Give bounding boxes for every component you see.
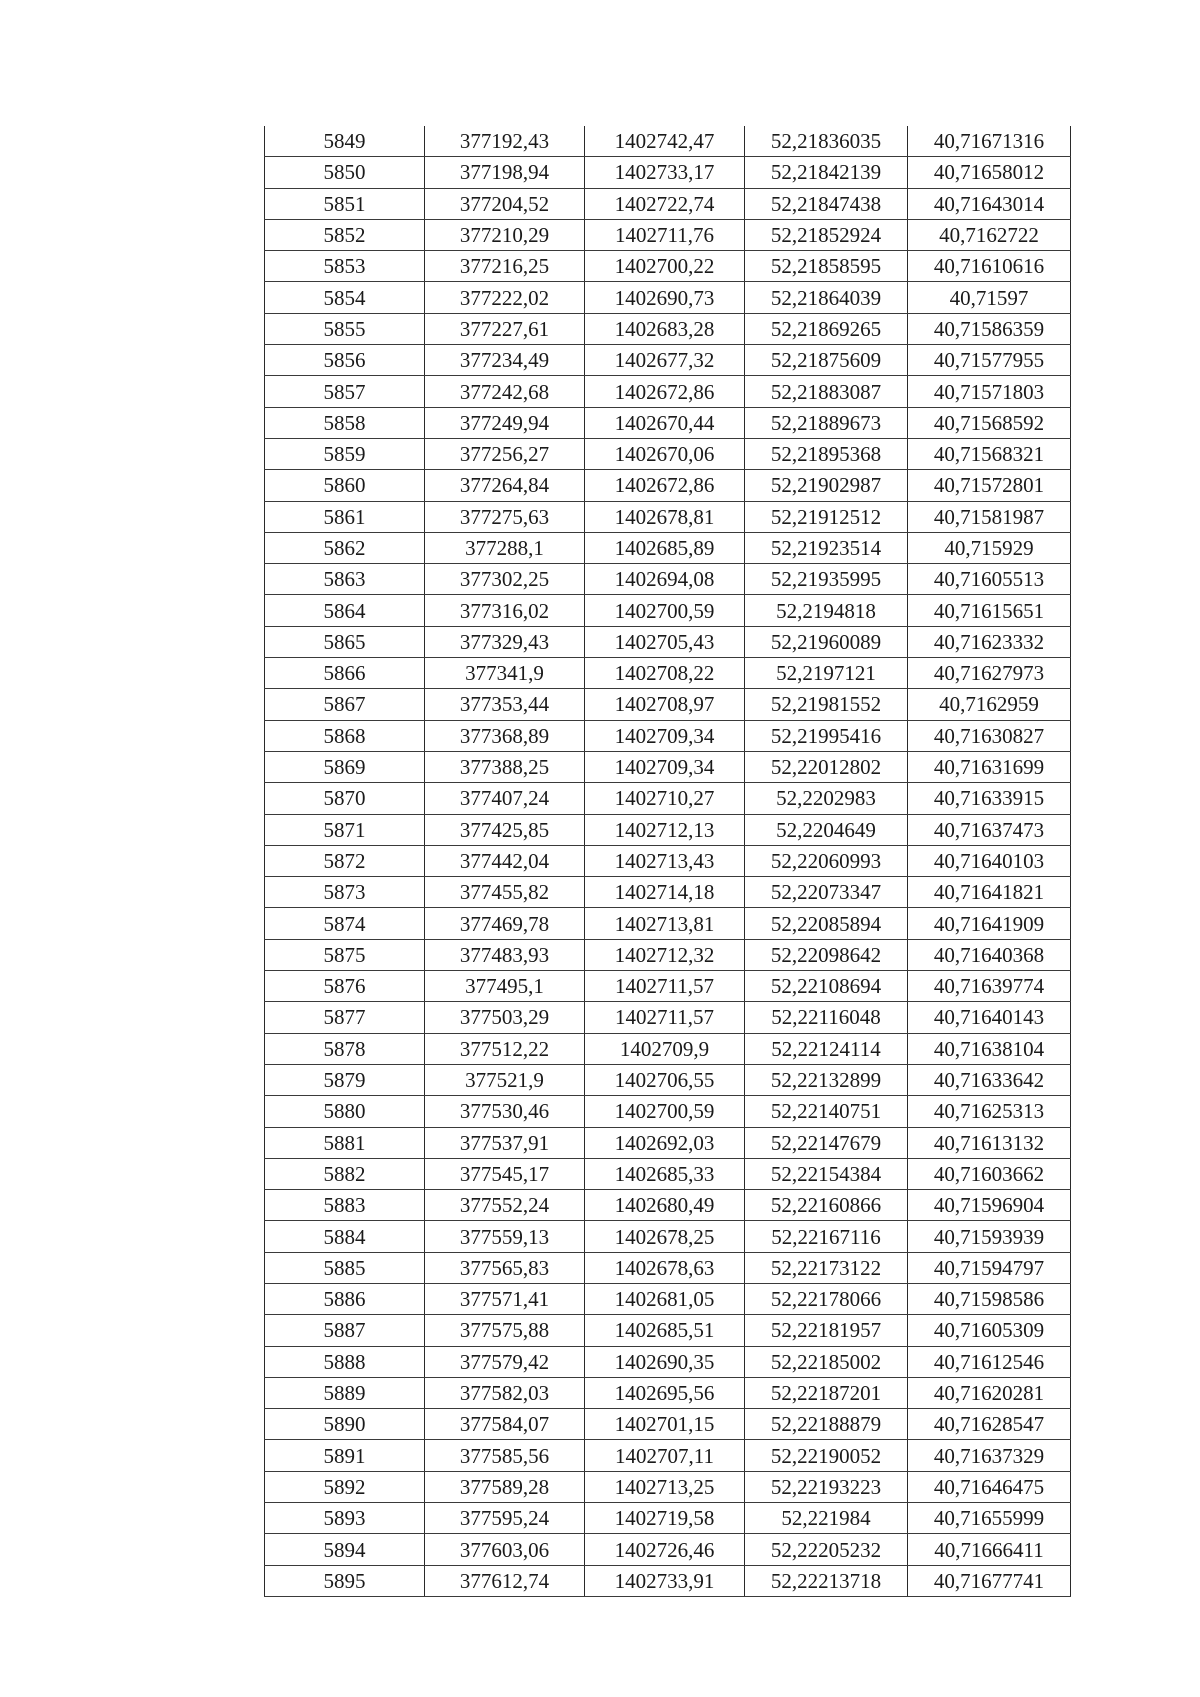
point-number-cell: 5860	[265, 470, 425, 501]
longitude-cell: 40,715929	[908, 532, 1071, 563]
y-coordinate-cell: 1402690,73	[585, 282, 745, 313]
table-row	[265, 1127, 1071, 1158]
longitude-cell: 40,71577955	[908, 345, 1071, 376]
latitude-cell: 52,21869265	[745, 313, 908, 344]
longitude-cell: 40,71638104	[908, 1033, 1071, 1064]
point-number-cell: 5889	[265, 1377, 425, 1408]
point-number-cell: 5886	[265, 1283, 425, 1314]
latitude-cell: 52,21875609	[745, 345, 908, 376]
longitude-cell: 40,71597	[908, 282, 1071, 313]
x-coordinate-cell: 377559,13	[425, 1221, 585, 1252]
x-coordinate-cell: 377442,04	[425, 845, 585, 876]
point-number-cell: 5855	[265, 313, 425, 344]
point-number-cell: 5871	[265, 814, 425, 845]
table-row	[265, 1033, 1071, 1064]
x-coordinate-cell: 377234,49	[425, 345, 585, 376]
table-row	[265, 564, 1071, 595]
latitude-cell: 52,21842139	[745, 157, 908, 188]
x-coordinate-cell: 377368,89	[425, 720, 585, 751]
point-number-cell: 5880	[265, 1096, 425, 1127]
y-coordinate-cell: 1402694,08	[585, 564, 745, 595]
latitude-cell: 52,22188879	[745, 1409, 908, 1440]
latitude-cell: 52,21912512	[745, 501, 908, 532]
point-number-cell: 5878	[265, 1033, 425, 1064]
latitude-cell: 52,22167116	[745, 1221, 908, 1252]
table-row	[265, 438, 1071, 469]
y-coordinate-cell: 1402680,49	[585, 1190, 745, 1221]
latitude-cell: 52,21883087	[745, 376, 908, 407]
latitude-cell: 52,22140751	[745, 1096, 908, 1127]
longitude-cell: 40,71615651	[908, 595, 1071, 626]
point-number-cell: 5858	[265, 407, 425, 438]
x-coordinate-cell: 377565,83	[425, 1252, 585, 1283]
longitude-cell: 40,71571803	[908, 376, 1071, 407]
latitude-cell: 52,22108694	[745, 971, 908, 1002]
x-coordinate-cell: 377302,25	[425, 564, 585, 595]
point-number-cell: 5866	[265, 658, 425, 689]
table-row	[265, 1252, 1071, 1283]
table-row	[265, 1221, 1071, 1252]
y-coordinate-cell: 1402742,47	[585, 126, 745, 157]
y-coordinate-cell: 1402711,57	[585, 971, 745, 1002]
point-number-cell: 5885	[265, 1252, 425, 1283]
y-coordinate-cell: 1402678,63	[585, 1252, 745, 1283]
table-row	[265, 783, 1071, 814]
x-coordinate-cell: 377388,25	[425, 751, 585, 782]
point-number-cell: 5868	[265, 720, 425, 751]
longitude-cell: 40,71610616	[908, 251, 1071, 282]
y-coordinate-cell: 1402678,25	[585, 1221, 745, 1252]
point-number-cell: 5872	[265, 845, 425, 876]
x-coordinate-cell: 377425,85	[425, 814, 585, 845]
longitude-cell: 40,71658012	[908, 157, 1071, 188]
point-number-cell: 5859	[265, 438, 425, 469]
longitude-cell: 40,71623332	[908, 626, 1071, 657]
latitude-cell: 52,2197121	[745, 658, 908, 689]
longitude-cell: 40,71568592	[908, 407, 1071, 438]
x-coordinate-cell: 377595,24	[425, 1503, 585, 1534]
longitude-cell: 40,71596904	[908, 1190, 1071, 1221]
y-coordinate-cell: 1402700,22	[585, 251, 745, 282]
table-row	[265, 345, 1071, 376]
longitude-cell: 40,71631699	[908, 751, 1071, 782]
point-number-cell: 5856	[265, 345, 425, 376]
longitude-cell: 40,71630827	[908, 720, 1071, 751]
x-coordinate-cell: 377537,91	[425, 1127, 585, 1158]
x-coordinate-cell: 377582,03	[425, 1377, 585, 1408]
latitude-cell: 52,22187201	[745, 1377, 908, 1408]
x-coordinate-cell: 377584,07	[425, 1409, 585, 1440]
longitude-cell: 40,71572801	[908, 470, 1071, 501]
longitude-cell: 40,71666411	[908, 1534, 1071, 1565]
table-row	[265, 720, 1071, 751]
latitude-cell: 52,22193223	[745, 1471, 908, 1502]
table-row	[265, 501, 1071, 532]
x-coordinate-cell: 377521,9	[425, 1064, 585, 1095]
x-coordinate-cell: 377503,29	[425, 1002, 585, 1033]
longitude-cell: 40,71633642	[908, 1064, 1071, 1095]
latitude-cell: 52,21847438	[745, 188, 908, 219]
longitude-cell: 40,71612546	[908, 1346, 1071, 1377]
y-coordinate-cell: 1402672,86	[585, 376, 745, 407]
x-coordinate-cell: 377264,84	[425, 470, 585, 501]
point-number-cell: 5863	[265, 564, 425, 595]
latitude-cell: 52,21960089	[745, 626, 908, 657]
table-row	[265, 877, 1071, 908]
table-row	[265, 1002, 1071, 1033]
table-row	[265, 971, 1071, 1002]
point-number-cell: 5853	[265, 251, 425, 282]
longitude-cell: 40,71605513	[908, 564, 1071, 595]
point-number-cell: 5876	[265, 971, 425, 1002]
y-coordinate-cell: 1402706,55	[585, 1064, 745, 1095]
y-coordinate-cell: 1402719,58	[585, 1503, 745, 1534]
x-coordinate-cell: 377256,27	[425, 438, 585, 469]
y-coordinate-cell: 1402733,91	[585, 1565, 745, 1596]
table-row	[265, 1377, 1071, 1408]
table-row	[265, 188, 1071, 219]
latitude-cell: 52,22190052	[745, 1440, 908, 1471]
y-coordinate-cell: 1402712,13	[585, 814, 745, 845]
latitude-cell: 52,22098642	[745, 939, 908, 970]
latitude-cell: 52,22073347	[745, 877, 908, 908]
longitude-cell: 40,71625313	[908, 1096, 1071, 1127]
table-row	[265, 939, 1071, 970]
table-row	[265, 157, 1071, 188]
table-row	[265, 1190, 1071, 1221]
point-number-cell: 5854	[265, 282, 425, 313]
point-number-cell: 5865	[265, 626, 425, 657]
point-number-cell: 5862	[265, 532, 425, 563]
y-coordinate-cell: 1402685,89	[585, 532, 745, 563]
longitude-cell: 40,71628547	[908, 1409, 1071, 1440]
x-coordinate-cell: 377589,28	[425, 1471, 585, 1502]
point-number-cell: 5887	[265, 1315, 425, 1346]
table-row	[265, 126, 1071, 157]
x-coordinate-cell: 377575,88	[425, 1315, 585, 1346]
point-number-cell: 5888	[265, 1346, 425, 1377]
latitude-cell: 52,21995416	[745, 720, 908, 751]
y-coordinate-cell: 1402670,44	[585, 407, 745, 438]
longitude-cell: 40,71643014	[908, 188, 1071, 219]
longitude-cell: 40,71581987	[908, 501, 1071, 532]
latitude-cell: 52,22185002	[745, 1346, 908, 1377]
y-coordinate-cell: 1402709,9	[585, 1033, 745, 1064]
y-coordinate-cell: 1402711,76	[585, 219, 745, 250]
latitude-cell: 52,22085894	[745, 908, 908, 939]
y-coordinate-cell: 1402709,34	[585, 751, 745, 782]
latitude-cell: 52,22060993	[745, 845, 908, 876]
x-coordinate-cell: 377455,82	[425, 877, 585, 908]
point-number-cell: 5852	[265, 219, 425, 250]
latitude-cell: 52,2194818	[745, 595, 908, 626]
latitude-cell: 52,22160866	[745, 1190, 908, 1221]
point-number-cell: 5891	[265, 1440, 425, 1471]
table-row	[265, 1409, 1071, 1440]
longitude-cell: 40,71637329	[908, 1440, 1071, 1471]
table-row	[265, 595, 1071, 626]
y-coordinate-cell: 1402713,25	[585, 1471, 745, 1502]
table-row	[265, 626, 1071, 657]
latitude-cell: 52,21923514	[745, 532, 908, 563]
table-row	[265, 1158, 1071, 1189]
point-number-cell: 5851	[265, 188, 425, 219]
y-coordinate-cell: 1402726,46	[585, 1534, 745, 1565]
latitude-cell: 52,21935995	[745, 564, 908, 595]
point-number-cell: 5857	[265, 376, 425, 407]
y-coordinate-cell: 1402690,35	[585, 1346, 745, 1377]
y-coordinate-cell: 1402712,32	[585, 939, 745, 970]
point-number-cell: 5864	[265, 595, 425, 626]
y-coordinate-cell: 1402685,51	[585, 1315, 745, 1346]
y-coordinate-cell: 1402692,03	[585, 1127, 745, 1158]
table-row	[265, 1440, 1071, 1471]
y-coordinate-cell: 1402708,22	[585, 658, 745, 689]
table-row	[265, 282, 1071, 313]
table-row	[265, 689, 1071, 720]
longitude-cell: 40,7162959	[908, 689, 1071, 720]
x-coordinate-cell: 377495,1	[425, 971, 585, 1002]
x-coordinate-cell: 377552,24	[425, 1190, 585, 1221]
point-number-cell: 5883	[265, 1190, 425, 1221]
point-number-cell: 5869	[265, 751, 425, 782]
x-coordinate-cell: 377249,94	[425, 407, 585, 438]
longitude-cell: 40,71586359	[908, 313, 1071, 344]
table-row	[265, 751, 1071, 782]
y-coordinate-cell: 1402700,59	[585, 1096, 745, 1127]
longitude-cell: 40,71627973	[908, 658, 1071, 689]
latitude-cell: 52,22173122	[745, 1252, 908, 1283]
latitude-cell: 52,21895368	[745, 438, 908, 469]
x-coordinate-cell: 377242,68	[425, 376, 585, 407]
y-coordinate-cell: 1402701,15	[585, 1409, 745, 1440]
table-row	[265, 845, 1071, 876]
x-coordinate-cell: 377341,9	[425, 658, 585, 689]
x-coordinate-cell: 377545,17	[425, 1158, 585, 1189]
y-coordinate-cell: 1402683,28	[585, 313, 745, 344]
latitude-cell: 52,21902987	[745, 470, 908, 501]
latitude-cell: 52,22154384	[745, 1158, 908, 1189]
table-row	[265, 1283, 1071, 1314]
table-row	[265, 1534, 1071, 1565]
x-coordinate-cell: 377579,42	[425, 1346, 585, 1377]
x-coordinate-cell: 377210,29	[425, 219, 585, 250]
point-number-cell: 5890	[265, 1409, 425, 1440]
x-coordinate-cell: 377227,61	[425, 313, 585, 344]
latitude-cell: 52,22178066	[745, 1283, 908, 1314]
x-coordinate-cell: 377469,78	[425, 908, 585, 939]
latitude-cell: 52,2202983	[745, 783, 908, 814]
longitude-cell: 40,71633915	[908, 783, 1071, 814]
table-row	[265, 1064, 1071, 1095]
point-number-cell: 5893	[265, 1503, 425, 1534]
longitude-cell: 40,71637473	[908, 814, 1071, 845]
x-coordinate-cell: 377222,02	[425, 282, 585, 313]
y-coordinate-cell: 1402711,57	[585, 1002, 745, 1033]
longitude-cell: 40,71620281	[908, 1377, 1071, 1408]
longitude-cell: 40,71639774	[908, 971, 1071, 1002]
x-coordinate-cell: 377198,94	[425, 157, 585, 188]
table-row	[265, 814, 1071, 845]
table-row	[265, 470, 1071, 501]
x-coordinate-cell: 377571,41	[425, 1283, 585, 1314]
table-row	[265, 251, 1071, 282]
longitude-cell: 40,71655999	[908, 1503, 1071, 1534]
table-row	[265, 219, 1071, 250]
point-number-cell: 5873	[265, 877, 425, 908]
x-coordinate-cell: 377316,02	[425, 595, 585, 626]
latitude-cell: 52,22147679	[745, 1127, 908, 1158]
coordinates-table	[264, 126, 1071, 1597]
table-row	[265, 1565, 1071, 1596]
longitude-cell: 40,71605309	[908, 1315, 1071, 1346]
y-coordinate-cell: 1402710,27	[585, 783, 745, 814]
x-coordinate-cell: 377512,22	[425, 1033, 585, 1064]
x-coordinate-cell: 377216,25	[425, 251, 585, 282]
y-coordinate-cell: 1402714,18	[585, 877, 745, 908]
longitude-cell: 40,71641909	[908, 908, 1071, 939]
latitude-cell: 52,22213718	[745, 1565, 908, 1596]
y-coordinate-cell: 1402707,11	[585, 1440, 745, 1471]
longitude-cell: 40,71568321	[908, 438, 1071, 469]
longitude-cell: 40,71593939	[908, 1221, 1071, 1252]
x-coordinate-cell: 377612,74	[425, 1565, 585, 1596]
latitude-cell: 52,21858595	[745, 251, 908, 282]
table-row	[265, 376, 1071, 407]
latitude-cell: 52,21852924	[745, 219, 908, 250]
point-number-cell: 5877	[265, 1002, 425, 1033]
point-number-cell: 5882	[265, 1158, 425, 1189]
point-number-cell: 5861	[265, 501, 425, 532]
longitude-cell: 40,71613132	[908, 1127, 1071, 1158]
table-row	[265, 1096, 1071, 1127]
x-coordinate-cell: 377275,63	[425, 501, 585, 532]
point-number-cell: 5884	[265, 1221, 425, 1252]
table-row	[265, 532, 1071, 563]
y-coordinate-cell: 1402722,74	[585, 188, 745, 219]
table-row	[265, 1503, 1071, 1534]
latitude-cell: 52,21889673	[745, 407, 908, 438]
y-coordinate-cell: 1402685,33	[585, 1158, 745, 1189]
point-number-cell: 5874	[265, 908, 425, 939]
y-coordinate-cell: 1402733,17	[585, 157, 745, 188]
point-number-cell: 5895	[265, 1565, 425, 1596]
latitude-cell: 52,22012802	[745, 751, 908, 782]
y-coordinate-cell: 1402713,43	[585, 845, 745, 876]
x-coordinate-cell: 377288,1	[425, 532, 585, 563]
longitude-cell: 40,71603662	[908, 1158, 1071, 1189]
table-row	[265, 908, 1071, 939]
longitude-cell: 40,71641821	[908, 877, 1071, 908]
x-coordinate-cell: 377353,44	[425, 689, 585, 720]
y-coordinate-cell: 1402700,59	[585, 595, 745, 626]
latitude-cell: 52,22205232	[745, 1534, 908, 1565]
latitude-cell: 52,22181957	[745, 1315, 908, 1346]
y-coordinate-cell: 1402695,56	[585, 1377, 745, 1408]
y-coordinate-cell: 1402709,34	[585, 720, 745, 751]
point-number-cell: 5867	[265, 689, 425, 720]
point-number-cell: 5875	[265, 939, 425, 970]
point-number-cell: 5849	[265, 126, 425, 157]
y-coordinate-cell: 1402672,86	[585, 470, 745, 501]
y-coordinate-cell: 1402713,81	[585, 908, 745, 939]
point-number-cell: 5850	[265, 157, 425, 188]
latitude-cell: 52,22132899	[745, 1064, 908, 1095]
y-coordinate-cell: 1402708,97	[585, 689, 745, 720]
longitude-cell: 40,71646475	[908, 1471, 1071, 1502]
y-coordinate-cell: 1402681,05	[585, 1283, 745, 1314]
latitude-cell: 52,21981552	[745, 689, 908, 720]
x-coordinate-cell: 377585,56	[425, 1440, 585, 1471]
table-row	[265, 1471, 1071, 1502]
y-coordinate-cell: 1402678,81	[585, 501, 745, 532]
longitude-cell: 40,71671316	[908, 126, 1071, 157]
latitude-cell: 52,21836035	[745, 126, 908, 157]
longitude-cell: 40,71640143	[908, 1002, 1071, 1033]
longitude-cell: 40,71598586	[908, 1283, 1071, 1314]
table-row	[265, 1346, 1071, 1377]
longitude-cell: 40,7162722	[908, 219, 1071, 250]
latitude-cell: 52,221984	[745, 1503, 908, 1534]
x-coordinate-cell: 377483,93	[425, 939, 585, 970]
x-coordinate-cell: 377530,46	[425, 1096, 585, 1127]
x-coordinate-cell: 377329,43	[425, 626, 585, 657]
latitude-cell: 52,2204649	[745, 814, 908, 845]
longitude-cell: 40,71640103	[908, 845, 1071, 876]
point-number-cell: 5870	[265, 783, 425, 814]
table-row	[265, 1315, 1071, 1346]
x-coordinate-cell: 377407,24	[425, 783, 585, 814]
point-number-cell: 5892	[265, 1471, 425, 1502]
longitude-cell: 40,71677741	[908, 1565, 1071, 1596]
point-number-cell: 5894	[265, 1534, 425, 1565]
x-coordinate-cell: 377204,52	[425, 188, 585, 219]
y-coordinate-cell: 1402677,32	[585, 345, 745, 376]
point-number-cell: 5879	[265, 1064, 425, 1095]
latitude-cell: 52,22124114	[745, 1033, 908, 1064]
table-row	[265, 313, 1071, 344]
y-coordinate-cell: 1402705,43	[585, 626, 745, 657]
latitude-cell: 52,22116048	[745, 1002, 908, 1033]
table-row	[265, 658, 1071, 689]
x-coordinate-cell: 377192,43	[425, 126, 585, 157]
point-number-cell: 5881	[265, 1127, 425, 1158]
y-coordinate-cell: 1402670,06	[585, 438, 745, 469]
table-body	[265, 126, 1071, 1596]
latitude-cell: 52,21864039	[745, 282, 908, 313]
x-coordinate-cell: 377603,06	[425, 1534, 585, 1565]
longitude-cell: 40,71594797	[908, 1252, 1071, 1283]
table-row	[265, 407, 1071, 438]
longitude-cell: 40,71640368	[908, 939, 1071, 970]
